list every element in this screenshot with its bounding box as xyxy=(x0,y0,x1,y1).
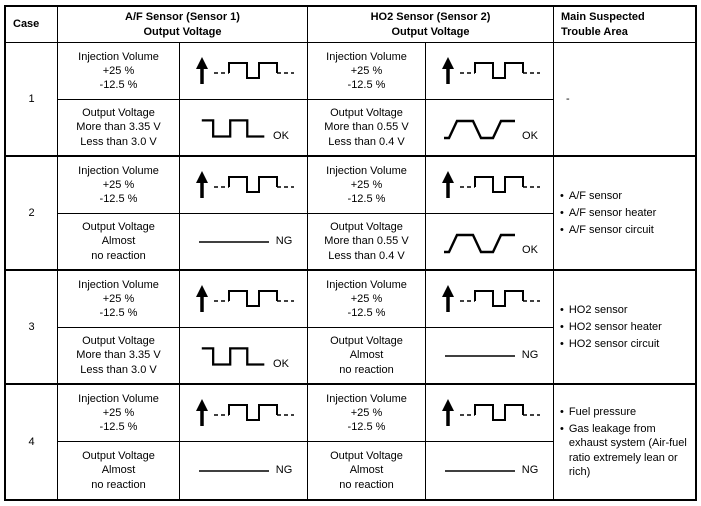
text-line: +25 % xyxy=(102,292,135,305)
case-number-value: 4 xyxy=(28,435,35,448)
text-line: More than 0.55 V xyxy=(324,121,409,134)
header-ho2-sensor xyxy=(308,7,554,43)
text-line: -12.5 % xyxy=(99,79,138,92)
text-line: Output Voltage xyxy=(82,107,155,120)
header-trouble-area xyxy=(554,7,695,43)
injection-waveform-icon xyxy=(189,167,299,203)
trouble-item: • HO2 sensor circuit xyxy=(560,337,692,351)
trapezoid-wave-ok-icon xyxy=(441,224,519,260)
case-number xyxy=(6,271,58,385)
text-line: -12.5 % xyxy=(99,193,138,206)
text-line: Almost xyxy=(101,464,136,477)
text-line: +25 % xyxy=(102,64,135,77)
result-label: OK xyxy=(273,358,289,371)
injection-waveform-icon xyxy=(435,395,545,431)
text-line: -12.5 % xyxy=(347,79,386,92)
af-injection-waveform-cell xyxy=(180,43,308,100)
text-line: +25 % xyxy=(350,64,383,77)
case-number xyxy=(6,385,58,499)
case-number-value: 1 xyxy=(28,92,35,105)
trouble-item: • HO2 sensor heater xyxy=(560,320,692,334)
result-label: NG xyxy=(521,349,539,362)
text-line: Less than 3.0 V xyxy=(80,363,157,376)
text-line: Less than 0.4 V xyxy=(328,135,405,148)
text-line: +25 % xyxy=(102,178,135,191)
injection-waveform-icon xyxy=(435,281,545,317)
text-line: +25 % xyxy=(350,292,383,305)
header-af-line1: A/F Sensor (Sensor 1) xyxy=(125,11,240,24)
text-line: Almost xyxy=(349,349,384,362)
ho2-output-text xyxy=(308,328,426,385)
ho2-output-text xyxy=(308,214,426,271)
trouble-item: • Gas leakage from exhaust system (Air-fuel ratio extremely lean or rich) xyxy=(560,422,692,479)
flat-line-ng-icon xyxy=(195,453,273,489)
text-line: +25 % xyxy=(350,178,383,191)
text-line: Almost xyxy=(101,235,136,248)
af-injection-text xyxy=(58,157,180,214)
header-af-sensor xyxy=(58,7,308,43)
trouble-list xyxy=(560,189,692,238)
text-line: +25 % xyxy=(350,406,383,419)
text-line: -12.5 % xyxy=(99,421,138,434)
result-label: OK xyxy=(273,130,289,143)
header-trouble-line2: Trouble Area xyxy=(561,25,628,38)
af-output-waveform-cell xyxy=(180,214,308,271)
af-output-text xyxy=(58,100,180,157)
af-output-text xyxy=(58,328,180,385)
trouble-item: • HO2 sensor xyxy=(560,303,692,317)
text-line: Output Voltage xyxy=(82,221,155,234)
header-af-line2: Output Voltage xyxy=(143,25,222,38)
injection-waveform-icon xyxy=(189,395,299,431)
text-line: Less than 0.4 V xyxy=(328,249,405,262)
trouble-area-cell xyxy=(554,157,695,271)
result-label: NG xyxy=(521,464,539,477)
text-line: Almost xyxy=(349,464,384,477)
header-ho2-line1: HO2 Sensor (Sensor 2) xyxy=(370,11,491,24)
text-line: More than 3.35 V xyxy=(76,349,161,362)
text-line: Output Voltage xyxy=(330,335,403,348)
flat-line-ng-icon xyxy=(195,224,273,260)
result-label: NG xyxy=(275,464,293,477)
flat-line-ng-icon xyxy=(441,338,519,374)
trapezoid-wave-ok-icon xyxy=(441,110,519,146)
text-line: Output Voltage xyxy=(330,107,403,120)
text-line: Output Voltage xyxy=(82,335,155,348)
text-line: no reaction xyxy=(339,363,394,376)
ho2-output-waveform-cell xyxy=(426,328,554,385)
ho2-injection-waveform-cell xyxy=(426,385,554,442)
ho2-injection-text xyxy=(308,271,426,328)
text-line: Injection Volume xyxy=(78,392,159,405)
text-line: More than 0.55 V xyxy=(324,235,409,248)
injection-waveform-icon xyxy=(435,167,545,203)
text-line: -12.5 % xyxy=(347,307,386,320)
ho2-output-text xyxy=(308,100,426,157)
trouble-area-cell xyxy=(554,43,695,157)
text-line: -12.5 % xyxy=(347,193,386,206)
text-line: no reaction xyxy=(91,478,146,491)
result-label: OK xyxy=(522,244,538,257)
text-line: no reaction xyxy=(339,478,394,491)
text-line: -12.5 % xyxy=(347,421,386,434)
ho2-output-waveform-cell xyxy=(426,442,554,499)
text-line: Injection Volume xyxy=(326,392,407,405)
ho2-injection-text xyxy=(308,157,426,214)
ho2-injection-text xyxy=(308,43,426,100)
trouble-item: • A/F sensor circuit xyxy=(560,223,692,237)
trouble-list xyxy=(560,405,692,479)
square-wave-ok-icon xyxy=(198,110,270,146)
af-output-waveform-cell xyxy=(180,100,308,157)
ho2-injection-text xyxy=(308,385,426,442)
ho2-injection-waveform-cell xyxy=(426,271,554,328)
text-line: Injection Volume xyxy=(78,50,159,63)
injection-waveform-icon xyxy=(189,53,299,89)
ho2-output-waveform-cell xyxy=(426,214,554,271)
ho2-output-text xyxy=(308,442,426,499)
text-line: +25 % xyxy=(102,406,135,419)
ho2-injection-waveform-cell xyxy=(426,157,554,214)
trouble-item: • A/F sensor xyxy=(560,189,692,203)
trouble-area-cell xyxy=(554,271,695,385)
trouble-dash: - xyxy=(566,92,570,105)
injection-waveform-icon xyxy=(189,281,299,317)
injection-waveform-icon xyxy=(435,53,545,89)
text-line: no reaction xyxy=(91,249,146,262)
sensor-diagnosis-table xyxy=(4,5,697,501)
result-label: OK xyxy=(522,130,538,143)
af-output-waveform-cell xyxy=(180,442,308,499)
af-injection-waveform-cell xyxy=(180,385,308,442)
square-wave-ok-icon xyxy=(198,338,270,374)
case-number-value: 2 xyxy=(28,206,35,219)
af-injection-waveform-cell xyxy=(180,157,308,214)
ho2-injection-waveform-cell xyxy=(426,43,554,100)
af-injection-text xyxy=(58,43,180,100)
text-line: Output Voltage xyxy=(330,450,403,463)
text-line: Less than 3.0 V xyxy=(80,135,157,148)
text-line: Injection Volume xyxy=(326,278,407,291)
af-injection-text xyxy=(58,271,180,328)
flat-line-ng-icon xyxy=(441,453,519,489)
text-line: -12.5 % xyxy=(99,307,138,320)
header-case-label: Case xyxy=(13,18,40,31)
header-trouble-line1: Main Suspected xyxy=(561,11,645,24)
header-case xyxy=(6,7,58,43)
trouble-item: • A/F sensor heater xyxy=(560,206,692,220)
af-injection-waveform-cell xyxy=(180,271,308,328)
text-line: Injection Volume xyxy=(326,50,407,63)
af-output-text xyxy=(58,214,180,271)
text-line: Output Voltage xyxy=(330,221,403,234)
trouble-item: • Fuel pressure xyxy=(560,405,692,419)
text-line: Output Voltage xyxy=(82,450,155,463)
af-output-text xyxy=(58,442,180,499)
header-ho2-line2: Output Voltage xyxy=(391,25,470,38)
af-output-waveform-cell xyxy=(180,328,308,385)
trouble-list xyxy=(560,303,692,352)
text-line: Injection Volume xyxy=(78,164,159,177)
ho2-output-waveform-cell xyxy=(426,100,554,157)
text-line: More than 3.35 V xyxy=(76,121,161,134)
trouble-area-cell xyxy=(554,385,695,499)
text-line: Injection Volume xyxy=(78,278,159,291)
case-number xyxy=(6,43,58,157)
case-number-value: 3 xyxy=(28,320,35,333)
af-injection-text xyxy=(58,385,180,442)
result-label: NG xyxy=(275,235,293,248)
text-line: Injection Volume xyxy=(326,164,407,177)
case-number xyxy=(6,157,58,271)
